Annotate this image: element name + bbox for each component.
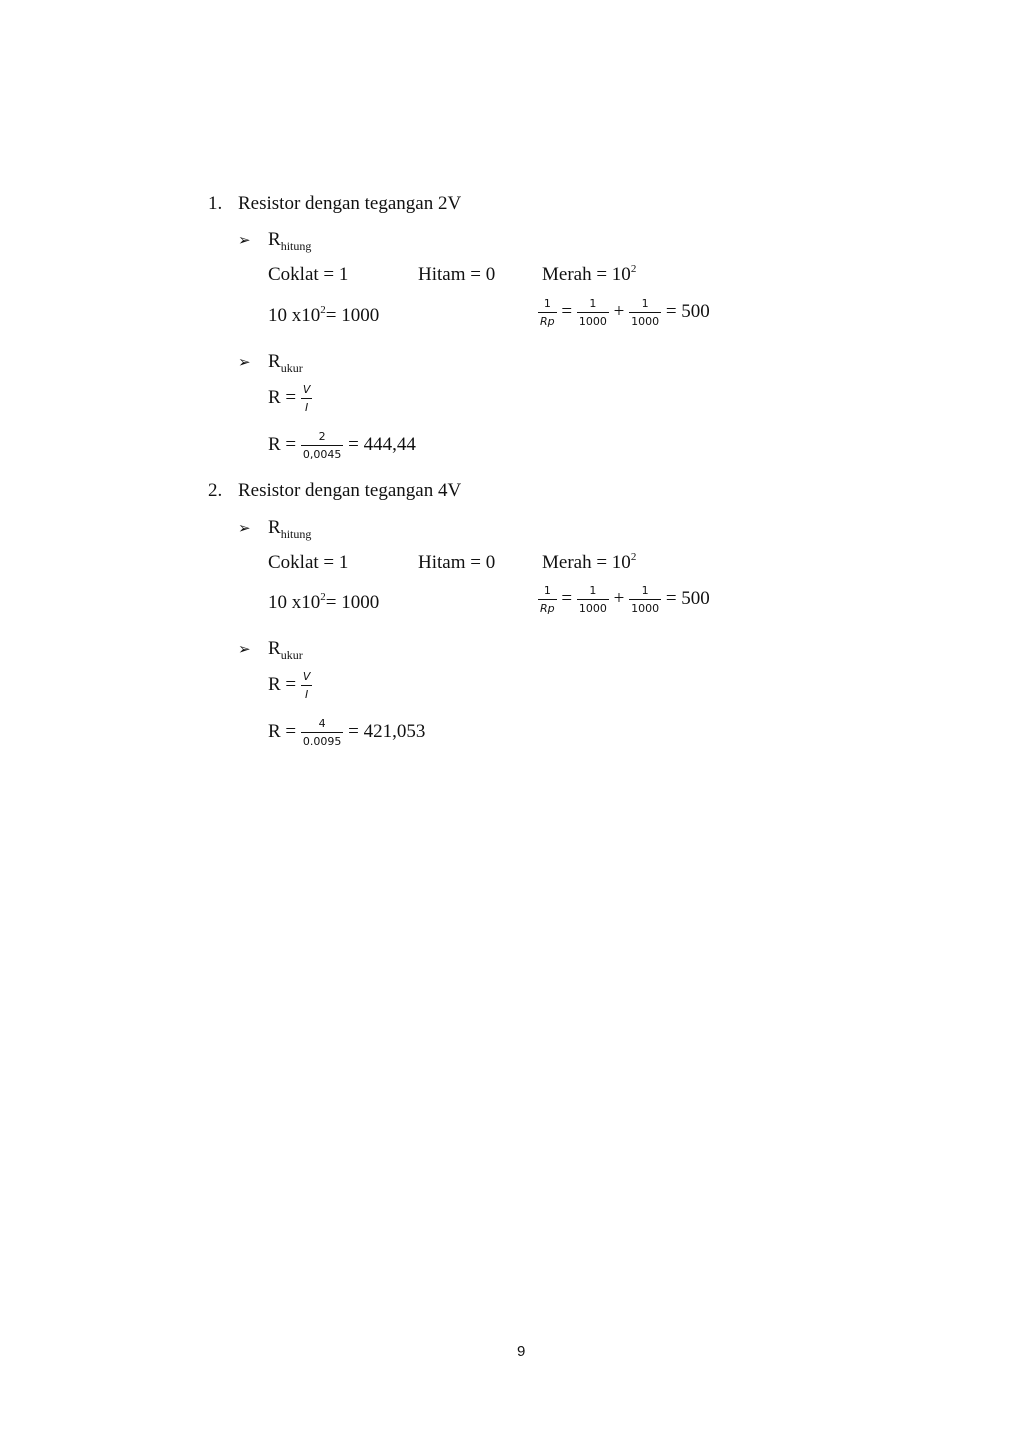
arrow-bullet-icon: ➢	[238, 640, 251, 658]
fraction-1-over-1000-a: $\frac{1}{1000}$	[578, 584, 607, 615]
coklat-value: Coklat = 1	[268, 552, 349, 573]
section-heading: Resistor dengan tegangan 2V	[238, 193, 462, 214]
fraction-voltage-over-current: $\frac{2}{0,0045}$	[302, 430, 342, 461]
parallel-resistance-equation: $\frac{1}{Rp}$ = $\frac{1}{1000}$ + $\frac{1}{1000}$ = 500	[540, 584, 710, 615]
r-hitung-label: $R_{hitung}$	[268, 229, 312, 253]
hitam-value: Hitam = 0	[418, 264, 496, 285]
arrow-bullet-icon: ➢	[238, 353, 251, 371]
section-heading: Resistor dengan tegangan 4V	[238, 480, 462, 501]
r-hitung-label: $R_{hitung}$	[268, 517, 312, 541]
arrow-bullet-icon: ➢	[238, 231, 251, 249]
arrow-bullet-icon: ➢	[238, 519, 251, 537]
fraction-1-over-1000-b: $\frac{1}{1000}$	[631, 584, 660, 615]
fraction-1-over-rp: $\frac{1}{Rp}$	[540, 297, 555, 328]
fraction-v-over-i: $\frac{V}{I}$	[302, 383, 311, 414]
ohm-law-formula: R = $\frac{V}{I}$	[268, 670, 311, 701]
ukur-calculation: R = $\frac{4}{0.0095}$ = 421,053	[268, 717, 426, 748]
ohm-law-formula: R = $\frac{V}{I}$	[268, 383, 311, 414]
coklat-value: Coklat = 1	[268, 264, 349, 285]
ukur-calculation: R = $\frac{2}{0,0045}$ = 444,44	[268, 430, 416, 461]
hitung-calculation: 10 $x10^2= 1000$	[268, 591, 380, 613]
fraction-v-over-i: $\frac{V}{I}$	[302, 670, 311, 701]
merah-value: Merah = $10^2$	[542, 263, 637, 285]
merah-value: Merah = $10^2$	[542, 551, 637, 573]
fraction-1-over-rp: $\frac{1}{Rp}$	[540, 584, 555, 615]
section-number: 2.	[208, 480, 223, 501]
r-ukur-label: $R_{ukur}$	[268, 638, 303, 662]
parallel-resistance-equation: $\frac{1}{Rp}$ = $\frac{1}{1000}$ + $\frac{1}{1000}$ = 500	[540, 297, 710, 328]
r-ukur-label: $R_{ukur}$	[268, 351, 303, 375]
hitung-calculation: 10 $x10^2= 1000$	[268, 304, 380, 326]
fraction-1-over-1000-a: $\frac{1}{1000}$	[578, 297, 607, 328]
section-number: 1.	[208, 193, 223, 214]
fraction-voltage-over-current: $\frac{4}{0.0095}$	[302, 717, 342, 748]
hitam-value: Hitam = 0	[418, 552, 496, 573]
page-number: 9	[517, 1343, 526, 1360]
fraction-1-over-1000-b: $\frac{1}{1000}$	[631, 297, 660, 328]
